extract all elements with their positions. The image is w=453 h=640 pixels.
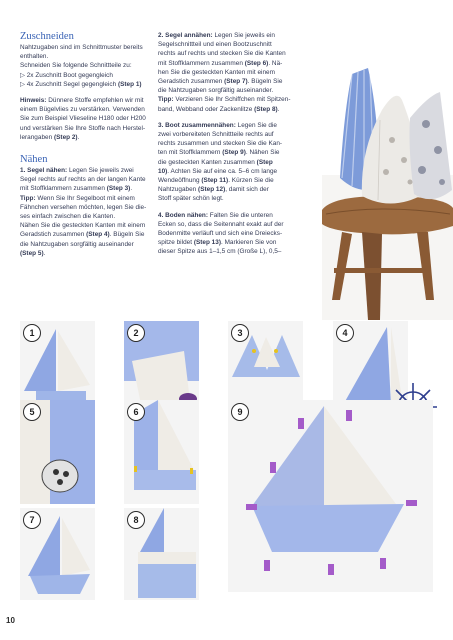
text-line: und verstärken Sie Ihre Stoffe nach Herstel- (20, 124, 146, 132)
heading-zuschneiden: Zuschneiden (20, 31, 74, 42)
text-line: einem Bügelvlies zu verstärken. Verwenden (20, 106, 145, 114)
text-line: hen Sie die gesteckten Kanten mit einem (158, 68, 275, 76)
step-badge: 3 (231, 324, 249, 342)
text-line: Geradstich zusammen (Step 4). Bügeln Sie (20, 231, 145, 239)
step-tile-5 (20, 400, 95, 504)
text-line: Schneiden Sie folgende Schnittteile zu: (20, 62, 132, 70)
text-line: band, Webband oder Zackenlitze (Step 8). (158, 105, 280, 113)
text-line: Sie zum Beispiel Vlieseline H180 oder H200 (20, 115, 146, 123)
step-badge: 8 (127, 511, 145, 529)
text-line: rechts zusammen und stecken Sie die Kan- (158, 140, 283, 148)
text-line: Fähnchen versehen möchten, legen Sie die- (20, 203, 147, 211)
step-badge: 5 (23, 403, 41, 421)
step-badge: 6 (127, 403, 145, 421)
text-line: Nähen Sie die gesteckten Kanten mit einem (20, 222, 146, 230)
step-tile-8 (124, 508, 199, 600)
middle-text-column (158, 31, 295, 257)
text-line: (Step 5). (20, 249, 46, 257)
photo-scene (322, 0, 453, 320)
page-number: 10 (6, 616, 15, 625)
text-line: mit Stoffklammern zusammen (Step 3). (20, 185, 133, 193)
step-badge: 7 (23, 511, 41, 529)
text-line: Bodenmitte verläuft und sich eine Dreiecks- (158, 230, 283, 238)
text-line: ses einfach zwischen die Kanten. (20, 213, 116, 221)
text-line: 1. Segel nähen: Legen Sie jeweils zwei (20, 167, 134, 175)
hint-paragraph: Hinweis: Dünnere Stoffe empfehlen wir mit (20, 97, 144, 105)
text-line: 2. Segel annähen: Legen Sie jeweils ein (158, 32, 275, 39)
heading-naehen: Nähen (20, 154, 48, 166)
step-badge: 9 (231, 403, 249, 421)
left-text-column (20, 31, 152, 258)
text-line: rechts auf rechts und stecken Sie die Kanten (158, 50, 286, 58)
text-line: enthalten. (20, 53, 49, 61)
text-line: Segelschnittteil und einen Bootzuschnitt (158, 41, 272, 49)
step-tile-9 (228, 400, 433, 592)
text-line: Tipp: Wenn Sie Ihr Segelboot mit einem (20, 194, 135, 202)
text-line: Ecken so, dass die Seitennaht exakt auf der (158, 220, 284, 228)
text-line: Stoff später schön legt. (158, 195, 224, 203)
text-line: 10). Achten Sie auf eine ca. 5–6 cm lange (158, 167, 278, 175)
text-line: die Nahtzugaben sorgfältig auseinander. (158, 87, 274, 95)
text-line: 4. Boden nähen: Falten Sie die unteren (158, 211, 273, 219)
hero-photo-sailboat-pillows (322, 0, 453, 320)
step-photo (228, 400, 433, 592)
text-line: Nahtzugaben (Step 12), damit sich der (158, 186, 269, 194)
text-line: Nahtzugaben sind im Schnittmuster bereits (20, 44, 143, 51)
text-line: die gesteckten Kanten zusammen (Step (158, 158, 273, 166)
text-line: spitze bildet (Step 13). Markieren Sie von (158, 239, 277, 247)
text-line: mit Stoffklammern zusammen (Step 6). Nä- (158, 59, 283, 67)
text-line: Segel rechts auf rechts an der langen Kante (20, 176, 146, 184)
text-line: Wendeöffnung (Step 11). Kürzen Sie die (158, 177, 274, 185)
text-line: zwei vorbereiteten Schnittteile rechts auf (158, 131, 274, 139)
text-line: die Nahtzugaben sorgfältig auseinander (20, 240, 134, 248)
step-badge: 1 (23, 324, 41, 342)
text-line: dieser Spitze aus 1–1,5 cm (Große L), 0,5– (158, 248, 282, 256)
bullet-item: ▷ 4x Zuschnitt Segel gegengleich (Step 1) (20, 80, 142, 88)
text-line: ten mit Stoffklammern (Step 9). Nähen Sie (158, 149, 280, 157)
text-line: 3. Boot zusammennähen: Legen Sie die (158, 121, 278, 129)
bullet-marker-icon: ▷ (20, 80, 25, 88)
text-line: Tipp: Verzieren Sie Ihr Schiffchen mit Spitzen- (158, 96, 291, 104)
step-badge: 2 (127, 324, 145, 342)
bullet-marker-icon: ▷ (20, 71, 25, 79)
step-tile-6 (124, 400, 199, 504)
bullet-item: ▷ 2x Zuschnitt Boot gegengleich (20, 71, 113, 79)
text-line: lerangaben (Step 2). (20, 133, 80, 141)
text-line: Geradstich zusammen (Step 7). Bügeln Sie (158, 78, 283, 86)
step-tile-7 (20, 508, 95, 600)
step-badge: 4 (336, 324, 354, 342)
